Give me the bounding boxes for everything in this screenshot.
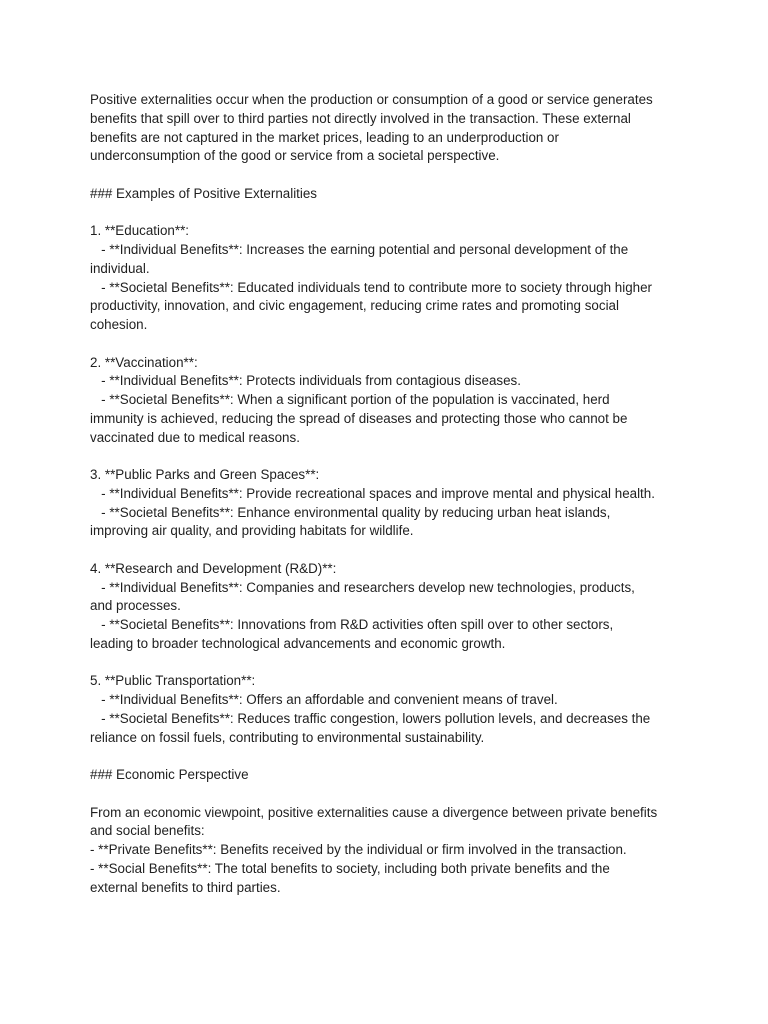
- section-heading: ### Examples of Positive Externalities: [90, 185, 318, 201]
- bullet-line: - **Individual Benefits**: Increases the earning potential and personal development of the: [90, 242, 629, 257]
- body-text-line: improving air quality, and providing habitats for wildlife.: [90, 523, 414, 539]
- document-body: [90, 91, 688, 897]
- list-item-heading: 1. **Education**:: [90, 223, 190, 239]
- blank-line: [90, 785, 688, 804]
- body-text-line: reliance on fossil fuels, contributing to environmental sustainability.: [90, 729, 485, 745]
- blank-line: [90, 447, 688, 466]
- blank-line: [90, 335, 688, 354]
- list-item-heading: 5. **Public Transportation**:: [90, 673, 256, 689]
- bullet-line: - **Societal Benefits**: Reduces traffic congestion, lowers pollution levels, and decreases the: [90, 710, 651, 726]
- blank-line: [90, 166, 688, 185]
- body-text-line: cohesion.: [90, 317, 148, 332]
- body-text-line: Positive externalities occur when the production or consumption of a good or service generates: [90, 92, 653, 107]
- bullet-line: - **Societal Benefits**: Innovations from R&D activities often spill over to other sectors,: [90, 617, 614, 632]
- blank-line: [90, 204, 688, 223]
- blank-line: [90, 654, 688, 673]
- body-text-line: leading to broader technological advancements and economic growth.: [90, 635, 506, 651]
- body-text-line: benefits that spill over to third parties not directly involved in the transaction. These external: [90, 110, 631, 126]
- body-text-line: productivity, innovation, and civic engagement, reducing crime rates and promoting social: [90, 298, 619, 314]
- bullet-line: - **Individual Benefits**: Companies and researchers develop new technologies, products,: [90, 579, 635, 595]
- body-text-line: and processes.: [90, 598, 181, 614]
- body-text-line: benefits are not captured in the market prices, leading to an underproduction or: [90, 129, 559, 145]
- bullet-line: - **Individual Benefits**: Provide recreational spaces and improve mental and physical health.: [90, 485, 655, 501]
- bullet-line: - **Societal Benefits**: Educated individuals tend to contribute more to society through higher: [90, 279, 652, 295]
- body-text-line: and social benefits:: [90, 823, 205, 839]
- bullet-line: - **Societal Benefits**: When a significant portion of the population is vaccinated, herd: [90, 392, 610, 407]
- bullet-line: - **Social Benefits**: The total benefits to society, including both private benefits and the: [90, 860, 610, 876]
- list-item-heading: 4. **Research and Development (R&D)**:: [90, 560, 337, 576]
- body-text-line: vaccinated due to medical reasons.: [90, 429, 300, 445]
- list-item-heading: 3. **Public Parks and Green Spaces**:: [90, 467, 320, 482]
- body-text-line: From an economic viewpoint, positive externalities cause a divergence between private benefits: [90, 804, 658, 820]
- blank-line: [90, 747, 688, 766]
- list-item-heading: 2. **Vaccination**:: [90, 354, 198, 370]
- body-text-line: underconsumption of the good or service from a societal perspective.: [90, 148, 500, 164]
- section-heading: ### Economic Perspective: [90, 767, 249, 782]
- body-text-line: individual.: [90, 260, 150, 276]
- blank-line: [90, 541, 688, 560]
- body-text-line: external benefits to third parties.: [90, 879, 281, 895]
- bullet-line: - **Individual Benefits**: Offers an affordable and convenient means of travel.: [90, 692, 558, 707]
- bullet-line: - **Individual Benefits**: Protects individuals from contagious diseases.: [90, 373, 521, 389]
- body-text-line: immunity is achieved, reducing the spread of diseases and protecting those who cannot be: [90, 410, 628, 426]
- bullet-line: - **Private Benefits**: Benefits received by the individual or firm involved in the transaction.: [90, 842, 627, 857]
- bullet-line: - **Societal Benefits**: Enhance environmental quality by reducing urban heat islands,: [90, 504, 611, 520]
